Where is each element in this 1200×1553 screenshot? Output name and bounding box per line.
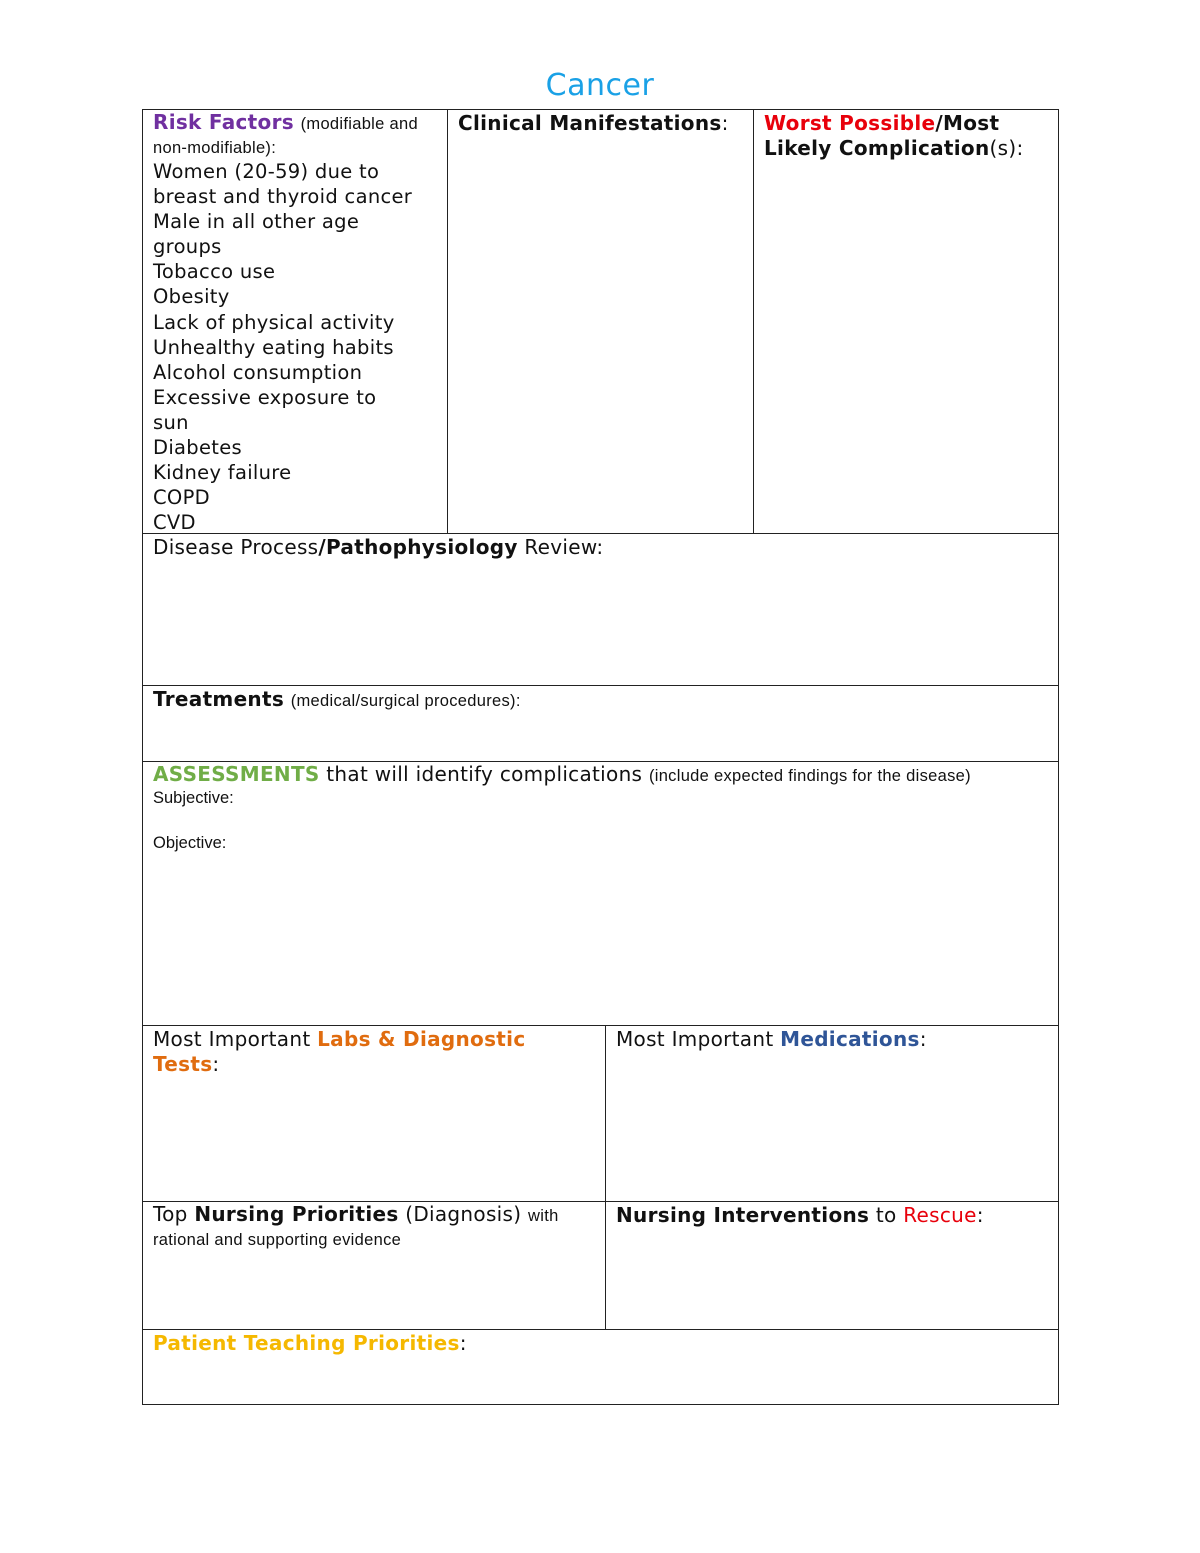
page-title: Cancer bbox=[545, 68, 655, 103]
list-item: COPD bbox=[153, 486, 210, 510]
treatments-cell bbox=[142, 685, 1059, 761]
treatments-heading: Treatments bbox=[153, 687, 285, 711]
list-item: Lack of physical activity bbox=[153, 310, 395, 334]
clinical-manifestations-heading: Clinical Manifestations bbox=[458, 111, 722, 135]
patient-teaching-label: Patient Teaching Priorities bbox=[153, 1331, 460, 1355]
clinical-manifestations-cell: Clinical Manifestations: bbox=[447, 109, 753, 533]
rescue-label: Rescue bbox=[903, 1203, 977, 1227]
nursing-priorities-qualifier: with rational and supporting evidence bbox=[153, 1207, 559, 1249]
list-item: Unhealthy eating habits bbox=[153, 335, 394, 359]
assessments-heading: ASSESSMENTS bbox=[153, 762, 320, 786]
disease-process-cell: Disease Process/Pathophysiology Review: bbox=[142, 533, 1059, 685]
medications-label: Medications bbox=[780, 1027, 920, 1051]
assessments-cell: ASSESSMENTS that will identify complications (include expected findings for the disease) Subjective: Objective: bbox=[142, 761, 1059, 1025]
pathophysiology-label: /Pathophysiology bbox=[318, 535, 518, 559]
likely-complication-label: /Most Likely Complication bbox=[764, 111, 1000, 160]
list-item: Male in all other age bbox=[153, 210, 360, 234]
medications-cell: Most Important Medications: bbox=[605, 1025, 1059, 1201]
risk-factors-qualifier: (modifiable and non-modifiable): bbox=[153, 115, 418, 157]
list-item: Alcohol consumption bbox=[153, 360, 363, 384]
list-item: sun bbox=[153, 410, 189, 434]
objective-label: Objective: bbox=[153, 834, 227, 852]
disease-process-label: Disease Process bbox=[153, 535, 319, 559]
treatments-qualifier: (medical/surgical procedures): bbox=[290, 692, 521, 710]
list-item: groups bbox=[153, 235, 222, 259]
patient-teaching-cell: Patient Teaching Priorities: bbox=[142, 1329, 1059, 1405]
nursing-priorities-cell: Top Nursing Priorities (Diagnosis) with rational and supporting evidence bbox=[142, 1201, 605, 1329]
risk-factors-cell bbox=[142, 109, 447, 533]
subjective-label: Subjective: bbox=[153, 789, 234, 807]
list-item: breast and thyroid cancer bbox=[153, 185, 413, 209]
list-item: Tobacco use bbox=[153, 260, 276, 284]
nursing-interventions-cell: Nursing Interventions to Rescue: bbox=[605, 1201, 1059, 1329]
nursing-priorities-label: Nursing Priorities bbox=[194, 1202, 399, 1226]
list-item: Diabetes bbox=[153, 436, 242, 460]
labs-cell: Most Important Labs & Diagnostic Tests: bbox=[142, 1025, 605, 1201]
labs-diagnostic-label: Labs & Diagnostic Tests bbox=[153, 1027, 526, 1076]
list-item: CVD bbox=[153, 511, 196, 535]
list-item: Excessive exposure to bbox=[153, 385, 377, 409]
worst-possible-label: Worst Possible bbox=[764, 111, 936, 135]
nursing-interventions-label: Nursing Interventions bbox=[616, 1203, 870, 1227]
list-item: Kidney failure bbox=[153, 461, 292, 485]
worst-complication-cell: Worst Possible/Most Likely Complication(s): bbox=[753, 109, 1059, 533]
list-item: Obesity bbox=[153, 285, 230, 309]
risk-factors-list bbox=[153, 159, 437, 535]
risk-factors-heading: Risk Factors bbox=[153, 110, 294, 134]
assessments-qualifier: (include expected findings for the disease) bbox=[648, 767, 971, 785]
list-item: Women (20-59) due to bbox=[153, 160, 380, 183]
